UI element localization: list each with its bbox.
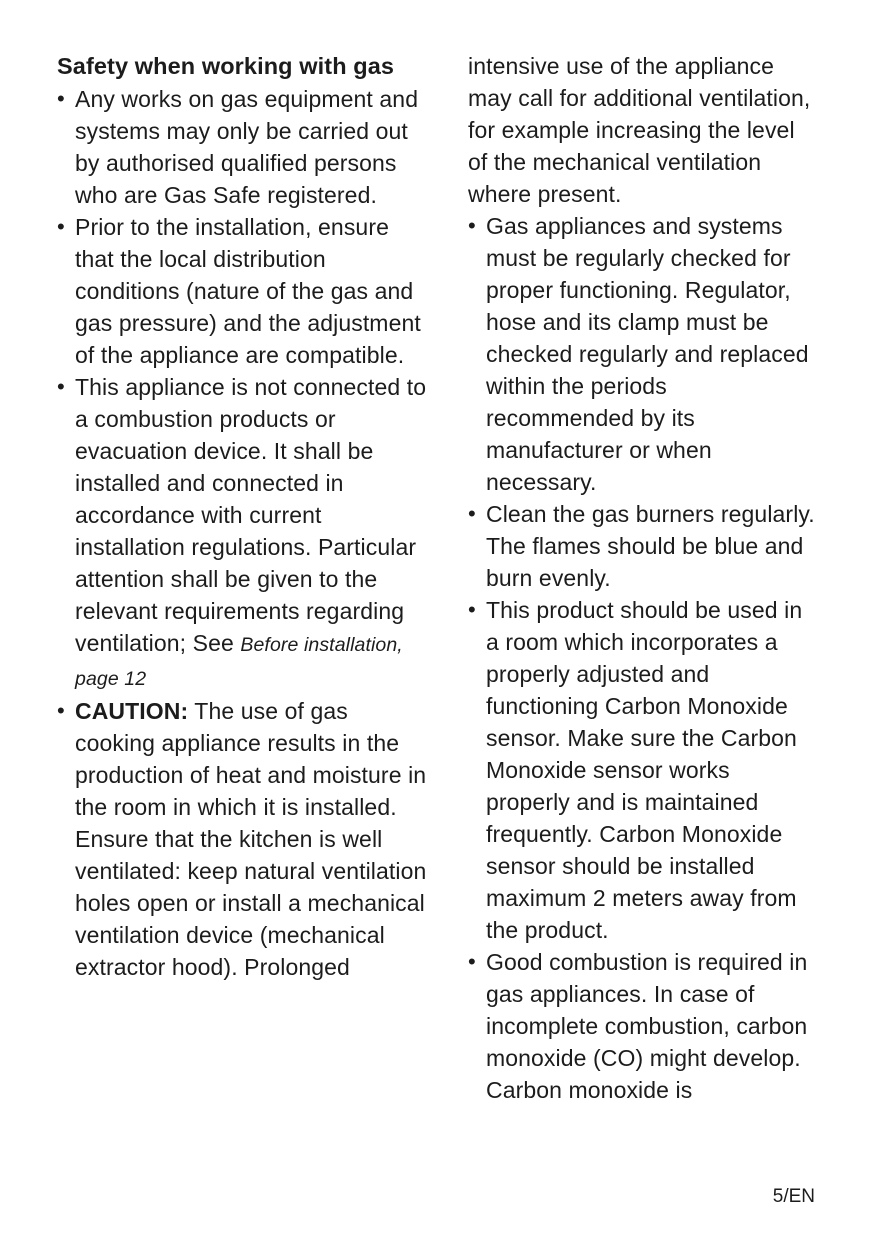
list-item-text: Gas appliances and systems must be regularly checked for proper functioning. Regulator, hose and its clamp must be checked regularly and replaced within the periods recommended by its manufacturer or when necessary. [486, 213, 809, 495]
list-item-text [75, 371, 430, 695]
list-item [468, 594, 819, 946]
list-item [468, 210, 819, 498]
list-item-text: Clean the gas burners regularly. The flames should be blue and burn evenly. [486, 501, 815, 591]
bullet-icon: • [57, 374, 65, 399]
body-text: The use of gas cooking appliance results in the production of heat and moisture in the room in which it is installed. Ensure that the kitchen is well ventilated: keep natural ventilation holes open or install a mechanical ventilation device (mechanical extractor hood). Prolonged [75, 698, 427, 980]
cross-reference: Before installation, page 12 [75, 634, 403, 690]
bullet-icon: • [468, 501, 476, 526]
list-item-text: This product should be used in a room which incorporates a properly adjusted and functioning Carbon Monoxide sensor. Make sure the Carbon Monoxide sensor works properly and is maintained frequently. Carbon Monoxide sensor should be installed maximum 2 meters away from the product. [486, 597, 803, 943]
bullet-icon: • [57, 698, 65, 723]
bullet-icon: • [468, 949, 476, 974]
bullet-icon: • [468, 213, 476, 238]
right-column [468, 50, 819, 1106]
section-heading: Safety when working with gas [57, 53, 395, 79]
list-item-text: Good combustion is required in gas appliances. In case of incomplete combustion, carbon monoxide (CO) might develop. Carbon monoxide is [486, 949, 808, 1103]
continuation-paragraph: intensive use of the appliance may call for additional ventilation, for example increasing the level of the mechanical ventilation where present. [468, 53, 811, 207]
bullet-icon: • [468, 597, 476, 622]
body-text: This appliance is not connected to a combustion products or evacuation device. It shall be installed and connected in accordance with current installation regulations. Particular attention shall be given to the relevant requirements regarding ventilation; See [75, 374, 427, 656]
bullet-icon: • [57, 214, 65, 239]
left-column [57, 50, 430, 983]
bullet-icon: • [57, 86, 65, 111]
list-item-text: Prior to the installation, ensure that the local distribution conditions (nature of the gas and gas pressure) and the adjustment of the appliance are compatible. [75, 214, 421, 368]
list-item [57, 211, 430, 371]
list-item-text: Any works on gas equipment and systems may only be carried out by authorised qualified persons who are Gas Safe registered. [75, 86, 419, 208]
page-number: 5/EN [772, 1186, 815, 1207]
list-item [57, 371, 430, 695]
list-item [468, 946, 819, 1106]
caution-label: CAUTION: [75, 698, 189, 724]
list-item [57, 83, 430, 211]
list-item [468, 498, 819, 594]
two-column-layout [57, 50, 818, 1106]
list-item-text [75, 695, 430, 983]
list-item [57, 695, 430, 983]
